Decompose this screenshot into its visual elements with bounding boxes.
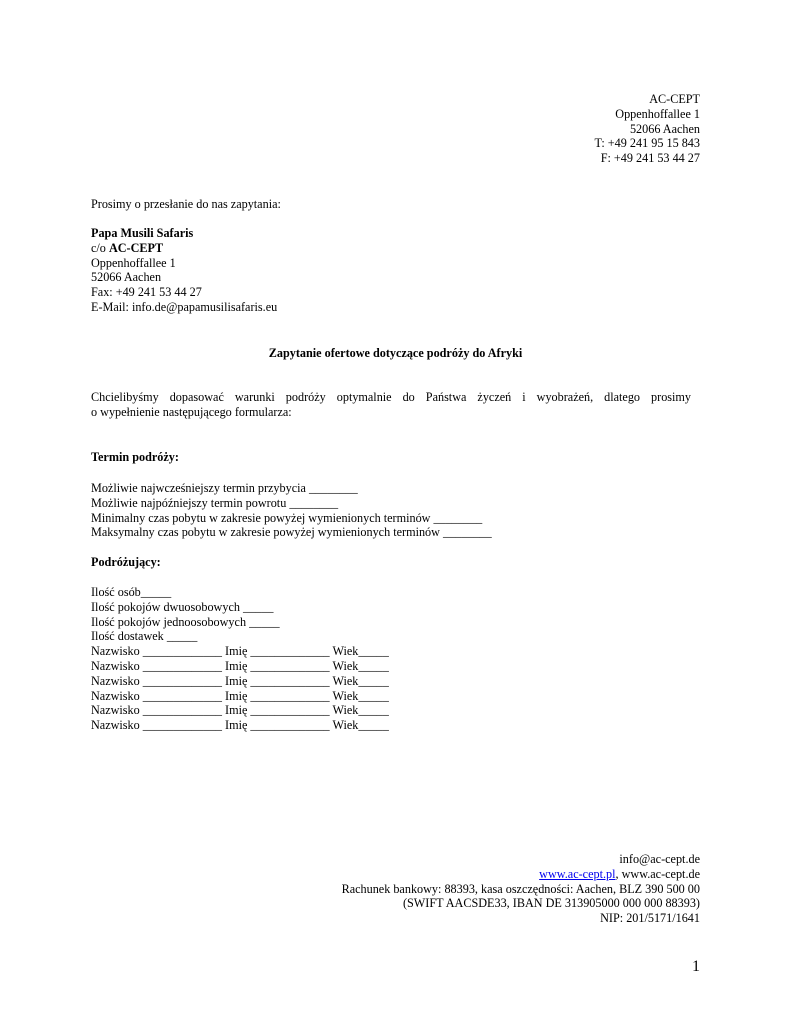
letterhead-city: 52066 Aachen (629, 121, 700, 136)
traveler-row: Nazwisko _____________ Imię _____________ Wiek_____ (91, 673, 389, 688)
maximum-stay-field: Maksymalny czas pobytu w zakresie powyżej wymienionych terminów ________ (91, 525, 492, 540)
recipient-city: 52066 Aachen (91, 270, 162, 285)
website-link[interactable]: www.ac-cept.pl (539, 866, 616, 881)
recipient-co-company: AC-CEPT (108, 240, 164, 255)
request-paragraph (91, 390, 691, 420)
letterhead-street: Oppenhoffallee 1 (615, 106, 700, 121)
travelers-fields (91, 585, 389, 733)
footer-bank: Rachunek bankowy: 88393, kasa oszczędności: Aachen, BLZ 390 500 00 (341, 881, 700, 896)
latest-return-field: Możliwie najpóźniejszy termin powrotu ________ (91, 495, 339, 510)
traveler-row: Nazwisko _____________ Imię _____________ Wiek_____ (91, 658, 389, 673)
request-line-1: Chcielibyśmy dopasować warunki podróży optymalnie do Państwa życzeń i wyobrażeń, dlatego prosimy (91, 390, 691, 404)
recipient-co-prefix: c/o (91, 240, 109, 255)
footer-websites (200, 867, 700, 882)
traveler-row: Nazwisko _____________ Imię _____________ Wiek_____ (91, 703, 389, 718)
travel-dates-fields (91, 481, 492, 540)
traveler-row: Nazwisko _____________ Imię _____________ Wiek_____ (91, 718, 389, 733)
recipient-email: E-Mail: info.de@papamusilisafaris.eu (91, 299, 278, 314)
recipient-street: Oppenhoffallee 1 (91, 255, 176, 270)
letterhead-company: AC-CEPT (649, 92, 700, 106)
footer-email: info@ac-cept.de (619, 852, 700, 866)
traveler-row: Nazwisko _____________ Imię _____________ Wiek_____ (91, 644, 389, 659)
travelers-heading: Podróżujący: (91, 555, 161, 569)
minimum-stay-field: Minimalny czas pobytu w zakresie powyżej wymienionych terminów ________ (91, 510, 483, 525)
website-rest: , www.ac-cept.de (615, 866, 700, 881)
recipient-name: Papa Musili Safaris (91, 226, 194, 240)
persons-count-field: Ilość osób_____ (91, 585, 172, 599)
document-subject: Zapytanie ofertowe dotyczące podróży do Afryki (268, 346, 523, 360)
intro-text: Prosimy o przesłanie do nas zapytania: (91, 197, 281, 211)
letterhead-fax: F: +49 241 53 44 27 (600, 151, 700, 166)
traveler-row: Nazwisko _____________ Imię _____________ Wiek_____ (91, 688, 389, 703)
footer-nip: NIP: 201/5171/1641 (600, 911, 700, 926)
letterhead-phone: T: +49 241 95 15 843 (594, 136, 700, 151)
request-line-2: o wypełnienie następującego formularza: (91, 404, 292, 419)
single-rooms-field: Ilość pokojów jednoosobowych _____ (91, 614, 280, 629)
travel-dates-heading: Termin podróży: (91, 450, 179, 464)
extra-beds-field: Ilość dostawek _____ (91, 629, 198, 644)
double-rooms-field: Ilość pokojów dwuosobowych _____ (91, 599, 274, 614)
footer (200, 852, 700, 926)
recipient-co (91, 241, 277, 256)
recipient-address (91, 226, 277, 315)
footer-swift: (SWIFT AACSDE33, IBAN DE 313905000 000 000 88393) (402, 896, 700, 911)
page-number: 1 (692, 958, 700, 975)
earliest-arrival-field: Możliwie najwcześniejszy termin przybycia ________ (91, 481, 358, 495)
letterhead (400, 92, 700, 166)
recipient-fax: Fax: +49 241 53 44 27 (91, 285, 202, 300)
